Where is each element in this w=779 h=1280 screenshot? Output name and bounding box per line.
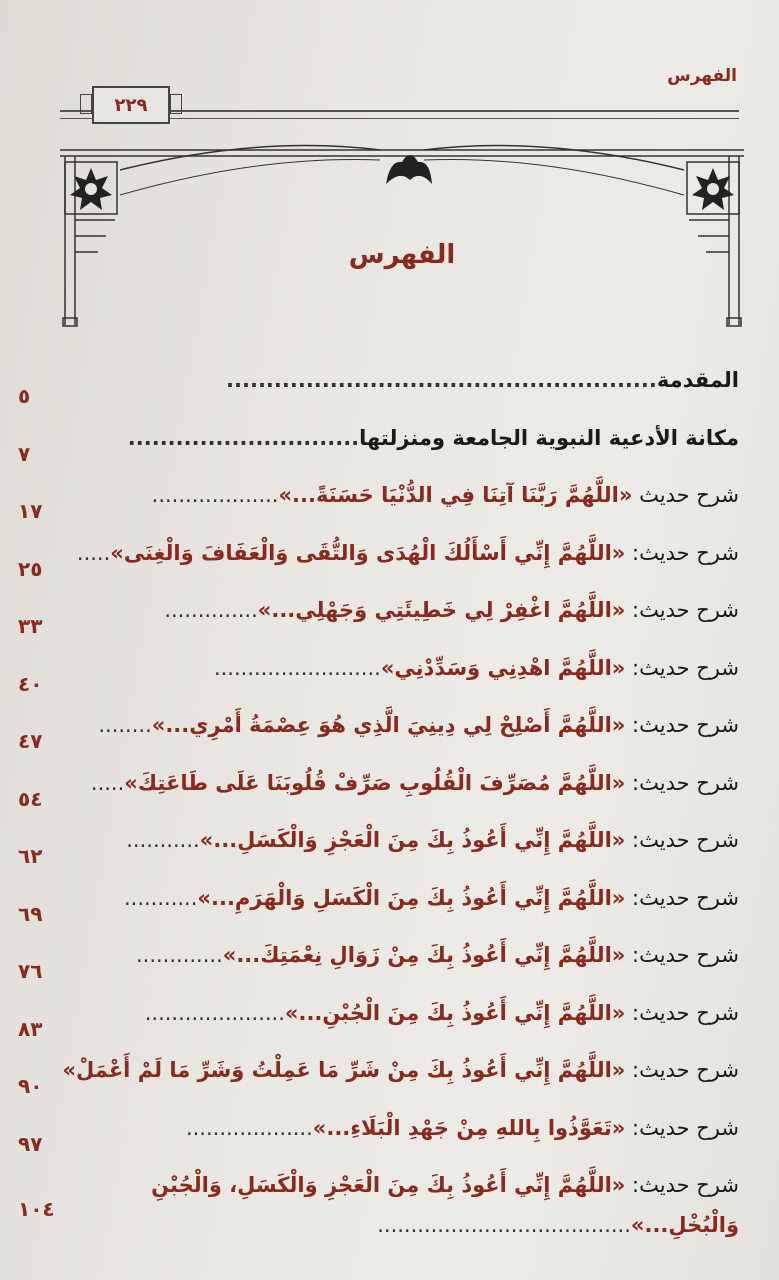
toc-leader-dots: ........ (98, 713, 152, 737)
toc-leader-dots: ............................. (127, 425, 360, 450)
toc-entry-text (124, 886, 739, 910)
toc-entry-prefix: شرح حديث: (625, 885, 739, 910)
toc-leader-dots: ................... (151, 483, 279, 507)
toc-entry-prefix: شرح حديث: (625, 1000, 739, 1025)
ornament-frame-graphic (60, 140, 744, 330)
toc-entry-text (136, 943, 739, 967)
toc-leader-dots: ................... (185, 1115, 313, 1140)
toc-entry (18, 1110, 739, 1168)
toc-entry (18, 420, 739, 478)
toc-page-number: ٦٩ (18, 901, 43, 926)
toc-entry-text (145, 1001, 739, 1025)
toc-entry-title: «اللَّهُمَّ أَصْلِحْ لِي دِينِيَ الَّذِي هُوَ عِصْمَةُ أَمْرِي...» (151, 713, 626, 737)
toc-entry-prefix: شرح حديث: (625, 1173, 739, 1197)
toc-page-number: ٨٣ (18, 1016, 43, 1041)
star-ornament-right (692, 168, 734, 210)
crown-ornament (386, 155, 432, 184)
toc-entry-text (98, 713, 739, 737)
toc-leader-dots: ...................................... (377, 1213, 631, 1237)
toc-entry-title: «اللَّهُمَّ اغْفِرْ لِي خَطِيئَتِي وَجَهْلِي...» (257, 598, 626, 622)
toc-entry-text (226, 368, 739, 392)
toc-leader-dots: .............. (164, 598, 258, 622)
toc-page-number: ٤٧ (18, 729, 43, 753)
toc-entry-text (164, 598, 739, 622)
toc-entry-prefix: شرح حديث (632, 483, 739, 507)
toc-entry-title: «تَعَوَّذُوا بِاللهِ مِنْ جَهْدِ الْبَلَاءِ...» (312, 1115, 626, 1140)
toc-entry-prefix: شرح حديث: (625, 943, 739, 967)
toc-page-number: ٤٠ (18, 671, 43, 696)
toc-page-number: ٩٠ (18, 1074, 43, 1098)
toc-entry-title: مكانة الأدعية النبوية الجامعة ومنزلتها (359, 425, 739, 450)
toc-entry-title: «اللَّهُمَّ إِنِّي أَعُوذُ بِكَ مِنْ شَرِّ مَا عَمِلْتُ وَشَرِّ مَا لَمْ أَعْمَلْ» (62, 1058, 626, 1082)
toc-entry-title: «اللَّهُمَّ إِنِّي أَعُوذُ بِكَ مِنَ الْجُبْنِ...» (284, 1000, 626, 1025)
toc-entry-prefix: شرح حديث: (625, 655, 739, 680)
toc-entry-title-line2: وَالْبُخْلِ...» (630, 1213, 739, 1237)
toc-entry-title: «اللَّهُمَّ اهْدِنِي وَسَدِّدْنِي» (380, 655, 626, 680)
toc-entry-text (152, 483, 739, 507)
toc-entry (18, 765, 739, 823)
toc-entry-prefix: شرح حديث: (625, 540, 739, 565)
toc-entry (18, 477, 739, 535)
toc-leader-dots: ..................... (144, 1000, 285, 1025)
toc-entry-title: «اللَّهُمَّ رَبَّنَا آتِنَا فِي الدُّنْيَا حَسَنَةً...» (278, 483, 633, 507)
toc-entry (18, 1052, 739, 1110)
toc-entry-text (186, 1116, 739, 1140)
toc-entry-title: «اللَّهُمَّ إِنِّي أَعُوذُ بِكَ مِنَ الْكَسَلِ وَالْهَرَمِ...» (197, 885, 626, 910)
toc-leader-dots: ............. (135, 943, 223, 967)
section-title: الفهرس (348, 240, 456, 270)
toc-page-number: ٧ (18, 441, 31, 466)
running-head: الفهرس (667, 66, 737, 86)
toc-entry (18, 535, 739, 593)
toc-page-number: ٣٣ (18, 614, 43, 638)
toc-page-number: ٥ (18, 384, 31, 408)
toc-leader-dots: ..... (90, 770, 125, 795)
toc-entry-prefix: شرح حديث: (625, 713, 739, 737)
toc-entry-title: المقدمة (656, 368, 739, 392)
toc-entry (18, 995, 739, 1053)
toc-entry-text (91, 771, 739, 795)
toc-entry-text (128, 426, 739, 450)
toc-entry-prefix: شرح حديث: (625, 1058, 739, 1082)
toc-entry-title: «اللَّهُمَّ إِنِّي أَعُوذُ بِكَ مِنَ الْعَجْزِ وَالْكَسَلِ، وَالْجُبْنِ (151, 1173, 626, 1197)
toc-entry-text (214, 656, 739, 680)
star-ornament-left (70, 168, 112, 210)
toc-page-number: ٧٦ (18, 959, 43, 983)
ornamental-title-frame (60, 140, 744, 330)
toc-entry-title: «اللَّهُمَّ إِنِّي أَعُوذُ بِكَ مِنْ زَوَالِ نِعْمَتِكَ...» (222, 943, 626, 967)
toc-entry-continuation (377, 1213, 739, 1237)
toc-entry (18, 362, 739, 420)
toc-entry-title: «اللَّهُمَّ إِنِّي أَسْأَلُكَ الْهُدَى وَالتُّقَى وَالْعَفَافَ وَالْغِنَى» (110, 540, 626, 565)
toc-page-number: ٦٢ (18, 844, 43, 868)
toc-leader-dots: ........... (126, 828, 200, 852)
toc-entry-title: «اللَّهُمَّ مُصَرِّفَ الْقُلُوبِ صَرِّفْ قُلُوبَنَا عَلَى طَاعَتِكَ» (124, 770, 626, 795)
toc-leader-dots: ..... (76, 540, 111, 565)
page-number: ٢٢٩ (92, 86, 170, 124)
toc-page-number: ٩٧ (18, 1131, 43, 1156)
toc-page-number: ٢٥ (18, 556, 43, 581)
toc-entry (18, 880, 739, 938)
toc-entry (18, 592, 739, 650)
toc-entry (18, 1167, 739, 1259)
toc-page-number: ٥٤ (18, 786, 43, 811)
toc-entry-title: «اللَّهُمَّ إِنِّي أَعُوذُ بِكَ مِنَ الْعَجْزِ وَالْكَسَلِ...» (199, 828, 626, 852)
toc-entry-text (151, 1173, 739, 1197)
table-of-contents (18, 362, 739, 1259)
toc-entry-prefix: شرح حديث: (625, 770, 739, 795)
toc-entry-text (126, 828, 739, 852)
toc-page-number: ١٧ (18, 499, 43, 523)
toc-entry-prefix: شرح حديث: (625, 828, 739, 852)
toc-leader-dots: ......................... (213, 655, 381, 680)
toc-entry (18, 822, 739, 880)
toc-entry (18, 937, 739, 995)
toc-entry (18, 707, 739, 765)
toc-entry-text (62, 1058, 739, 1082)
toc-leader-dots: ........... (123, 885, 198, 910)
toc-entry-prefix: شرح حديث: (625, 598, 739, 622)
toc-entry-prefix: شرح حديث: (625, 1115, 739, 1140)
toc-page-number: ١٠٤ (18, 1197, 55, 1221)
toc-entry-text (77, 541, 739, 565)
toc-leader-dots: ...................................................... (226, 368, 657, 392)
toc-entry (18, 650, 739, 708)
